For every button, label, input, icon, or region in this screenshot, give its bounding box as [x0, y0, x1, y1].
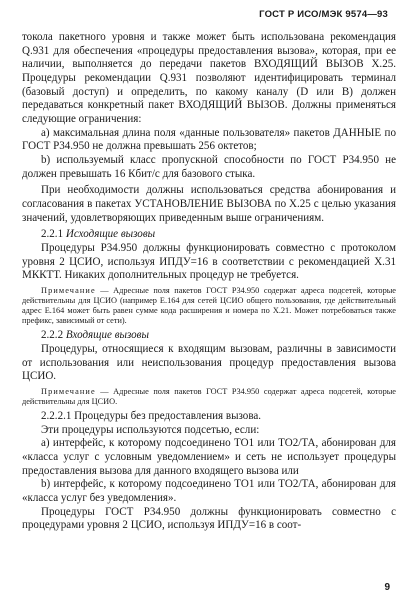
section-intro: Эти процедуры используются подсетью, если: — [41, 423, 260, 436]
list-item-b: b) используемый класс пропускной способности по ГОСТ Р34.950 не должен превышать 16 Кбит/с для базового стыка. — [22, 153, 396, 180]
section-title: Входящие вызовы — [65, 329, 149, 342]
note-1 — [22, 286, 396, 326]
page-header: ГОСТ Р ИСО/МЭК 9574—93 — [259, 9, 388, 20]
note-label: Примечание — [41, 285, 96, 295]
note-text: — Адресные поля пакетов ГОСТ Р34.950 содержат адреса подсетей, которые действительны для ЦСИО (например Е.164 для сетей ЦСИО общего пользования, где действительный адрес Е.164 может быть равен сумме кода расширения и номера по Х.21. Может потребоваться также префикс, зависимый от сети). — [22, 285, 396, 326]
section-number: 2.2.2 — [41, 329, 64, 342]
note-label: Примечание — [41, 386, 96, 396]
paragraph-final: Процедуры ГОСТ Р34.950 должны функционировать совместно с процедурами уровня 2 ЦСИО, используя ИПДУ=16 в соот- — [22, 505, 396, 532]
section-heading-2-2-2 — [22, 329, 396, 343]
document-body — [22, 31, 396, 533]
section-heading-2-2-2-1: 2.2.2.1 Процедуры без предоставления вызова. — [41, 410, 262, 422]
section-heading-2-2-1 — [22, 228, 396, 242]
page-number: 9 — [384, 582, 390, 593]
note-text: — Адресные поля пакетов ГОСТ Р34.950 содержат адреса подсетей, которые действительны для ЦСИО. — [22, 386, 396, 406]
section-number: 2.2.1 — [41, 228, 64, 241]
section-text-2-2-1: Процедуры Р34.950 должны функционировать совместно с протоколом уровня 2 ЦСИО, используя ИПДУ=16 в соответствии с рекомендацией Х.31 МККТТ. Никаких дополнительных процедур не требуется. — [22, 241, 396, 282]
list-item-a: а) максимальная длина поля «данные пользователя» пакетов ДАННЫЕ по ГОСТ Р34.950 не должна превышать 256 октетов; — [22, 126, 396, 153]
section-title: Исходящие вызовы — [65, 228, 156, 241]
note-2 — [22, 387, 396, 407]
condition-item-b: b) интерфейс, к которому подсоединено ТО1 или ТО2/ТА, абонирован для «класса услуг без уведомления». — [22, 478, 396, 504]
condition-item-a: а) интерфейс, к которому подсоединено ТО1 или ТО2/ТА, абонирован для «класса услуг с условным уведомлением» и сеть не использует процедуры предоставления вызова для данного входящего вызова или — [22, 437, 396, 477]
paragraph-subscription: При необходимости должны использоваться средства абонирования и согласования в пакетах УСТАНОВЛЕНИЕ ВЫЗОВА по Х.25 с целью указания значений, удовлетворяющих приведенным выше ограничениям. — [22, 184, 396, 224]
section-text-2-2-2: Процедуры, относящиеся к входящим вызовам, различны в зависимости от использования или неиспользования процедур предоставления вызова ЦСИО. — [22, 342, 396, 383]
paragraph-continuation: токола пакетного уровня и также может быть использована рекомендация Q.931 для обеспечения «процедуры предоставления вызова», которая, при ее наличии, выполняется до передачи пакетов ВХОДЯЩИЙ ВЫЗОВ Х.25. Процедуры рекомендации Q.931 позволяют идентифицировать терминал (базовый доступ) и определить, по какому каналу (D или B) должен передаваться конкретный пакет ВХОДЯЩИЙ ВЫЗОВ. Должны применяться следующие ограничения: — [22, 31, 396, 125]
